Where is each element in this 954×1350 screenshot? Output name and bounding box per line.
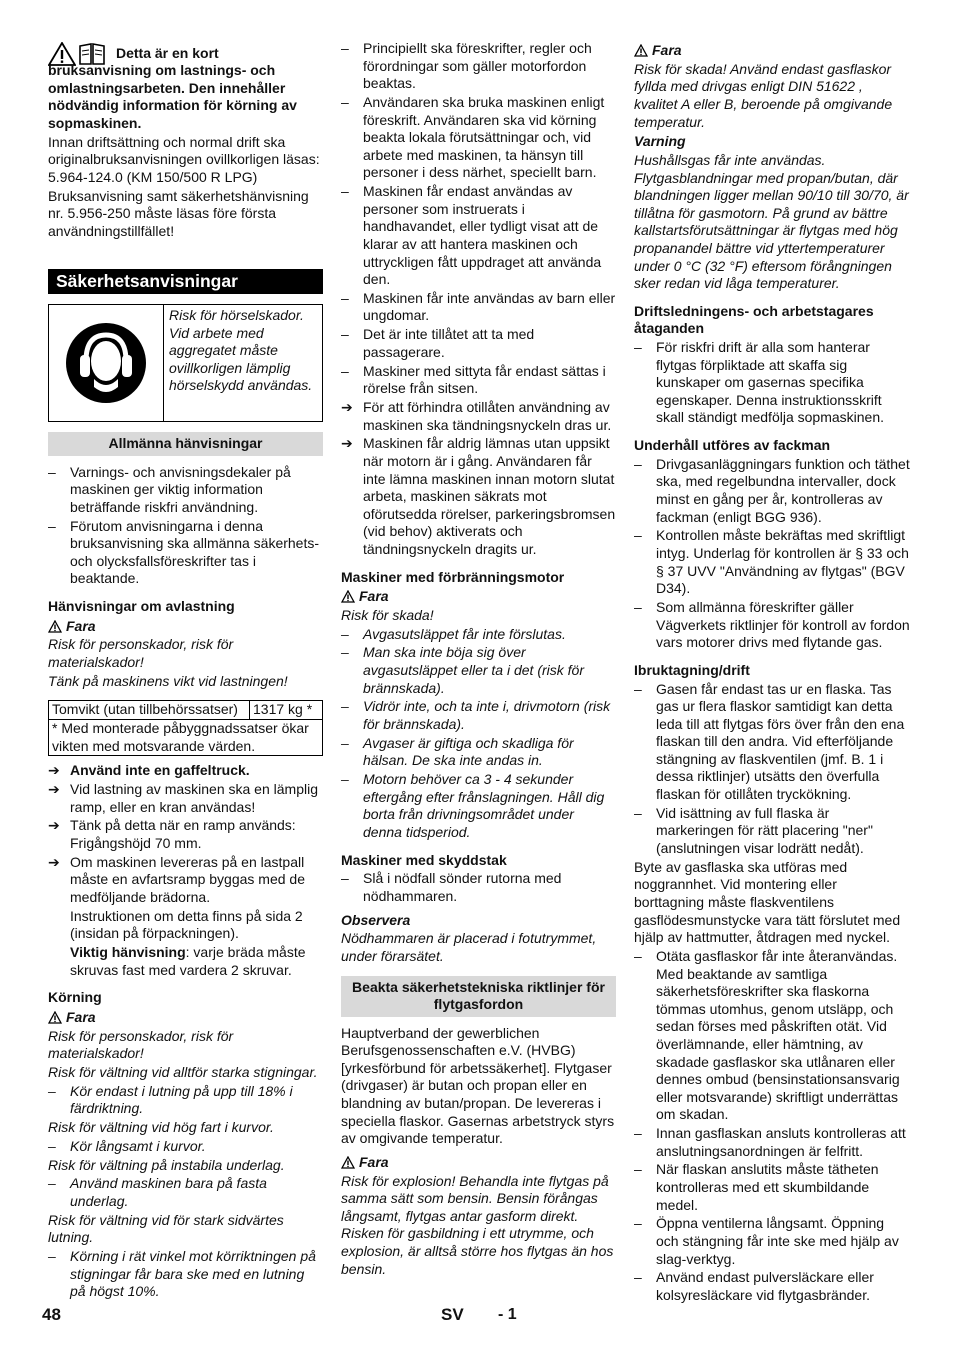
list-item: – Motorn behöver ca 3 - 4 sekunder eftergång efter frånslagningen. Håll dig borta från drivningsområdet under denna tidsperiod. <box>341 771 616 841</box>
arrow-item: ➔ För att förhindra otillåten användning av maskinen ska tändningsnyckeln dras ur. <box>341 399 616 434</box>
instruction-note: Instruktionen om detta finns på sida 2 (insidan på förpackningen). <box>70 907 303 942</box>
list-item: – Vidrör inte, och ta inte i, drivmotorn (risk för brännskada). <box>341 698 616 733</box>
list-item: – Kontrollen måste bekräftas med skriftligt intyg. Underlag för kontrollen är § 33 och § 37 UVV "Användning av flytgas" (BGV D34). <box>634 527 910 597</box>
page-number: 48 <box>42 1305 61 1324</box>
section-title: Säkerhetsanvisningar <box>48 269 323 295</box>
important-text: : varje bräda måste skruvas fast med vardera 2 skruvar. <box>70 944 306 978</box>
observe-text: Nödhammaren är placerad i fotutrymmet, under förarsätet. <box>341 930 597 964</box>
list-item: – Användaren ska bruka maskinen enligt föreskrift. Användaren ska vid körning beakta lokala förutsättningar och, vid arbete med maskinen, ta hänsyn till personer i dess närhet, speciellt barn. <box>341 94 616 182</box>
subsection-title: Allmänna hänvisningar <box>48 432 323 456</box>
list-item: – Det är inte tillåtet att ta med passagerare. <box>341 326 616 361</box>
list-item: – Varnings- och anvisningsdekaler på maskinen ger viktig information beträffande riskfri användning. <box>48 464 323 517</box>
ear-protection-icon <box>49 305 164 421</box>
arrow-item: ➔ Maskinen får aldrig lämnas utan uppsikt när motorn är i gång. Användaren får inte lämna maskinen innan motorn slutat arbeta, maskinen säkrats mot oförutsedda rörelser, parkeringsbromsen (vid behov) aktiverats och tändningsnyckeln dragits ur. <box>341 435 616 558</box>
column-middle <box>341 40 616 1279</box>
list-item: – Innan gasflaskan ansluts kontrolleras att anslutningsanordningen är felfritt. <box>634 1125 910 1160</box>
danger-text: Fara <box>66 617 96 634</box>
warning-triangle-icon <box>634 44 648 57</box>
list-item: – Slå i nödfall sönder rutorna med nödhammaren. <box>341 870 616 905</box>
list-item: – Man ska inte böja sig över avgasutsläppet eller ta i det (risk för brännskada). <box>341 644 616 697</box>
danger-label <box>341 588 616 606</box>
heading-guard: Maskiner med skyddstak <box>341 851 507 868</box>
weight-value: 1317 kg * <box>250 701 323 720</box>
risk-text: Risk för skada! <box>341 606 434 623</box>
list-item: – Drivgasanläggningars funktion och täthet ska, med regelbundna intervaller, dock minst en gång per år, kontrolleras av fackman (enligt BGG 936). <box>634 456 910 526</box>
weight-table <box>48 700 323 756</box>
heading-startup: Ibruktagning/drift <box>634 661 750 678</box>
important-note <box>48 944 323 979</box>
danger-label <box>341 1154 616 1172</box>
warning-triangle-icon <box>341 1156 355 1169</box>
list-item: – Avgasutsläppet får inte förslutas. <box>341 626 616 644</box>
heading-driving: Körning <box>48 989 102 1006</box>
heading-combustion: Maskiner med förbränningsmotor <box>341 568 565 585</box>
list-item: – Kör endast i lutning på upp till 18% i färdriktning. <box>48 1083 323 1118</box>
list-item: – För riskfri drift är alla som hanterar flytgas förpliktade att skaffa sig kunskaper om gasernas specifika egenskaper. Denna instruktionsskrift skall ständigt medfölja sopmaskinen. <box>634 339 910 427</box>
danger-text: Fara <box>359 588 389 605</box>
list-item: – Gasen får endast tas ur en flaska. Tas gas ur flera flaskor samtidigt kan detta leda till att flytgas förs över från den ena flaskan till den andra. Vid efterföljande stängning av flaskventilen (jmf. B. 1 i dessa riktlinjer) utsätts den överfulla flaskan för otillåten tryckökning. <box>634 681 910 804</box>
list-item: – Vid isättning av full flaska är markeringen för rätt placering "ner" (anslutningen visar lodrätt nedåt). <box>634 805 910 858</box>
observe-label: Observera <box>341 911 411 928</box>
list-item: – Kör långsamt i kurvor. <box>48 1138 323 1156</box>
risk-text: Tänk på maskinens vikt vid lastningen! <box>48 672 288 689</box>
list-item: – Maskiner med sittyta får endast sättas i rörelse från sitsen. <box>341 363 616 398</box>
list-item: – Principiellt ska föreskrifter, regler och förordningar som gäller motorfordon beaktas. <box>341 40 616 93</box>
arrow-item: ➔ Använd inte en gaffeltruck. <box>48 762 323 780</box>
risk-text: Risk för vältning vid hög fart i kurvor. <box>48 1119 274 1136</box>
danger-label <box>634 42 910 60</box>
warning-triangle-icon <box>341 590 355 603</box>
important-label: Viktig hänvisning <box>70 944 186 961</box>
risk-text: Risk för vältning på instabila underlag. <box>48 1156 285 1173</box>
hearing-warning-text: Risk för hörselskador. Vid arbete med aggregatet måste ovillkorligen lämplig hörselskydd användas. <box>169 307 313 394</box>
risk-text: Risk för vältning vid alltför starka stigningar. <box>48 1063 318 1080</box>
intro-bold-text: Detta är en kort bruksanvisning om lastnings- och omlastningsarbeten. Den innehåller nödvändig information för körning av sopmaskinen. <box>48 44 297 131</box>
gas-paragraph: Hauptverband der gewerblichen Berufsgenossenschaften e.V. (HVBG) [yrkesförbund för arbetssäkerhet]. Flytgaser (drivgaser) är butan och propan eller en blandning av butan/propan. De levereras i speciella flaskor. Gasernas arbetstryck styrs av omgivande temperatur. <box>341 1024 615 1147</box>
list-item: – Använd endast pulversläckare eller kolsyresläckare vid flytgasbränder. <box>634 1269 910 1304</box>
column-right <box>634 40 910 1306</box>
risk-text: Risk för personskador, risk för materialskador! <box>48 1027 234 1062</box>
list-item: – Använd maskinen bara på fasta underlag. <box>48 1175 323 1210</box>
risk-text: Risk för skada! Använd endast gasflaskor fyllda med drivgas enligt DIN 51622 , kvalitet A eller B, beroende på omgivande temperatur. <box>634 60 893 130</box>
list-item: – Avgaser är giftiga och skadliga för hälsan. De ska inte andas in. <box>341 735 616 770</box>
danger-text: Fara <box>359 1153 389 1170</box>
list-item: – Öppna ventilerna långsamt. Öppning och stängning får inte ske med hjälp av slag-verktyg. <box>634 1215 910 1268</box>
danger-label <box>48 1009 323 1027</box>
language-code: SV <box>441 1305 464 1324</box>
list-item: – När flaskan anslutits måste tätheten kontrolleras med ett skumbildande medel. <box>634 1161 910 1214</box>
list-item: – Otäta gasflaskor får inte återanvändas. Med beaktande av samtliga säkerhetsföreskrifter ska flaskorna tömmas utomhus, genom utsläpp, och sedan förses med påskriften otät. Vid överlämnande, eller hämtning, av skadade gasflaskor ska utlånaren eller dennes ombud (bensinstationsansvarig eller motsvarande) skriftligt underrättas om skadan. <box>634 948 910 1124</box>
warning-label: Varning <box>634 133 686 150</box>
arrow-item: ➔ Vid lastning av maskinen ska en lämplig ramp, eller en kran användas! <box>48 781 323 816</box>
hearing-warning-box <box>48 304 323 422</box>
explosion-text: Risk för explosion! Behandla inte flytgas på samma sätt som bensin. Bensin förångas långsamt, flytgas antar gasform direkt. Risken för gasbildning i ett utrymme, och explosion, är alltså större hos flytgas än hos bensin. <box>341 1172 614 1277</box>
weight-note: * Med monterade påbyggnadssatser ökar vikten med motsvarande värden. <box>49 719 323 755</box>
list-item: – Körning i rät vinkel mot körriktningen på stigningar får bara ske med en lutning på högst 10%. <box>48 1248 323 1301</box>
risk-text: Risk för vältning vid för stark sidvärtes lutning. <box>48 1211 284 1246</box>
heading-maintenance: Underhåll utföres av fackman <box>634 437 831 454</box>
list-item: – Maskinen får inte användas av barn eller ungdomar. <box>341 290 616 325</box>
subsection-title: Beakta säkerhetstekniska riktlinjer för flytgasfordon <box>341 976 616 1017</box>
page-suffix: - 1 <box>498 1306 517 1323</box>
arrow-item: ➔ Om maskinen levereras på en lastpall måste en avfartsramp byggas med de medföljande brädorna. <box>48 854 323 907</box>
intro-paragraph: Innan driftsättning och normal drift ska originalbruksanvisningen ovillkorligen läsas: 5.964-124.0 (KM 150/500 R LPG) <box>48 133 320 185</box>
list-item: – Maskinen får endast användas av personer som instruerats i handhavandet, eller tydligt visat att de klarar av att hantera maskinen och uttryckligen fått uppdraget att använda den. <box>341 183 616 289</box>
arrow-item: ➔ Tänk på detta när en ramp används: Frigångshöjd 70 mm. <box>48 817 323 852</box>
warning-text: Hushållsgas får inte användas. Flytgasblandningar med propan/butan, där blandningen ligger mellan 90/10 till 30/70, är tillåtna för gasmotorn. På grund av bättre kallstartsförutsättningar är flytgas med hög propanandel bättre vid yttertemperaturer under 0 °C (32 °F) eftersom förångningen sker redan vid låga temperaturer. <box>634 151 909 292</box>
weight-label: Tomvikt (utan tillbehörssatser) <box>49 701 250 720</box>
intro-paragraph: Bruksanvisning samt säkerhetshänvisning nr. 5.956-250 måste läsas före första användningstillfället! <box>48 187 309 239</box>
warning-triangle-icon <box>48 1011 62 1024</box>
warning-triangle-icon <box>48 620 62 633</box>
danger-label <box>48 618 323 636</box>
danger-text: Fara <box>652 42 682 58</box>
change-paragraph: Byte av gasflaska ska utföras med noggrannhet. Vid montering eller borttagning måste flaskventilens gasflödesmunstycke vara tätt förslutet med hjälp av hattmutter, åtdragen med nyckel. <box>634 858 901 946</box>
risk-text: Risk för personskador, risk för materialskador! <box>48 636 234 670</box>
column-left <box>48 40 323 1302</box>
danger-text: Fara <box>66 1008 96 1025</box>
heading-unloading: Hänvisningar om avlastning <box>48 598 235 615</box>
heading-operators: Driftsledningens- och arbetstagares åtaganden <box>634 302 874 337</box>
list-item: – Som allmänna föreskrifter gäller Vägverkets riktlinjer för kontroll av fordon vars motorer drivs med flytande gas. <box>634 599 910 652</box>
list-item: – Förutom anvisningarna i denna bruksanvisning ska allmänna säkerhets- och olycksfallsföreskrifter tas i beaktande. <box>48 518 323 588</box>
